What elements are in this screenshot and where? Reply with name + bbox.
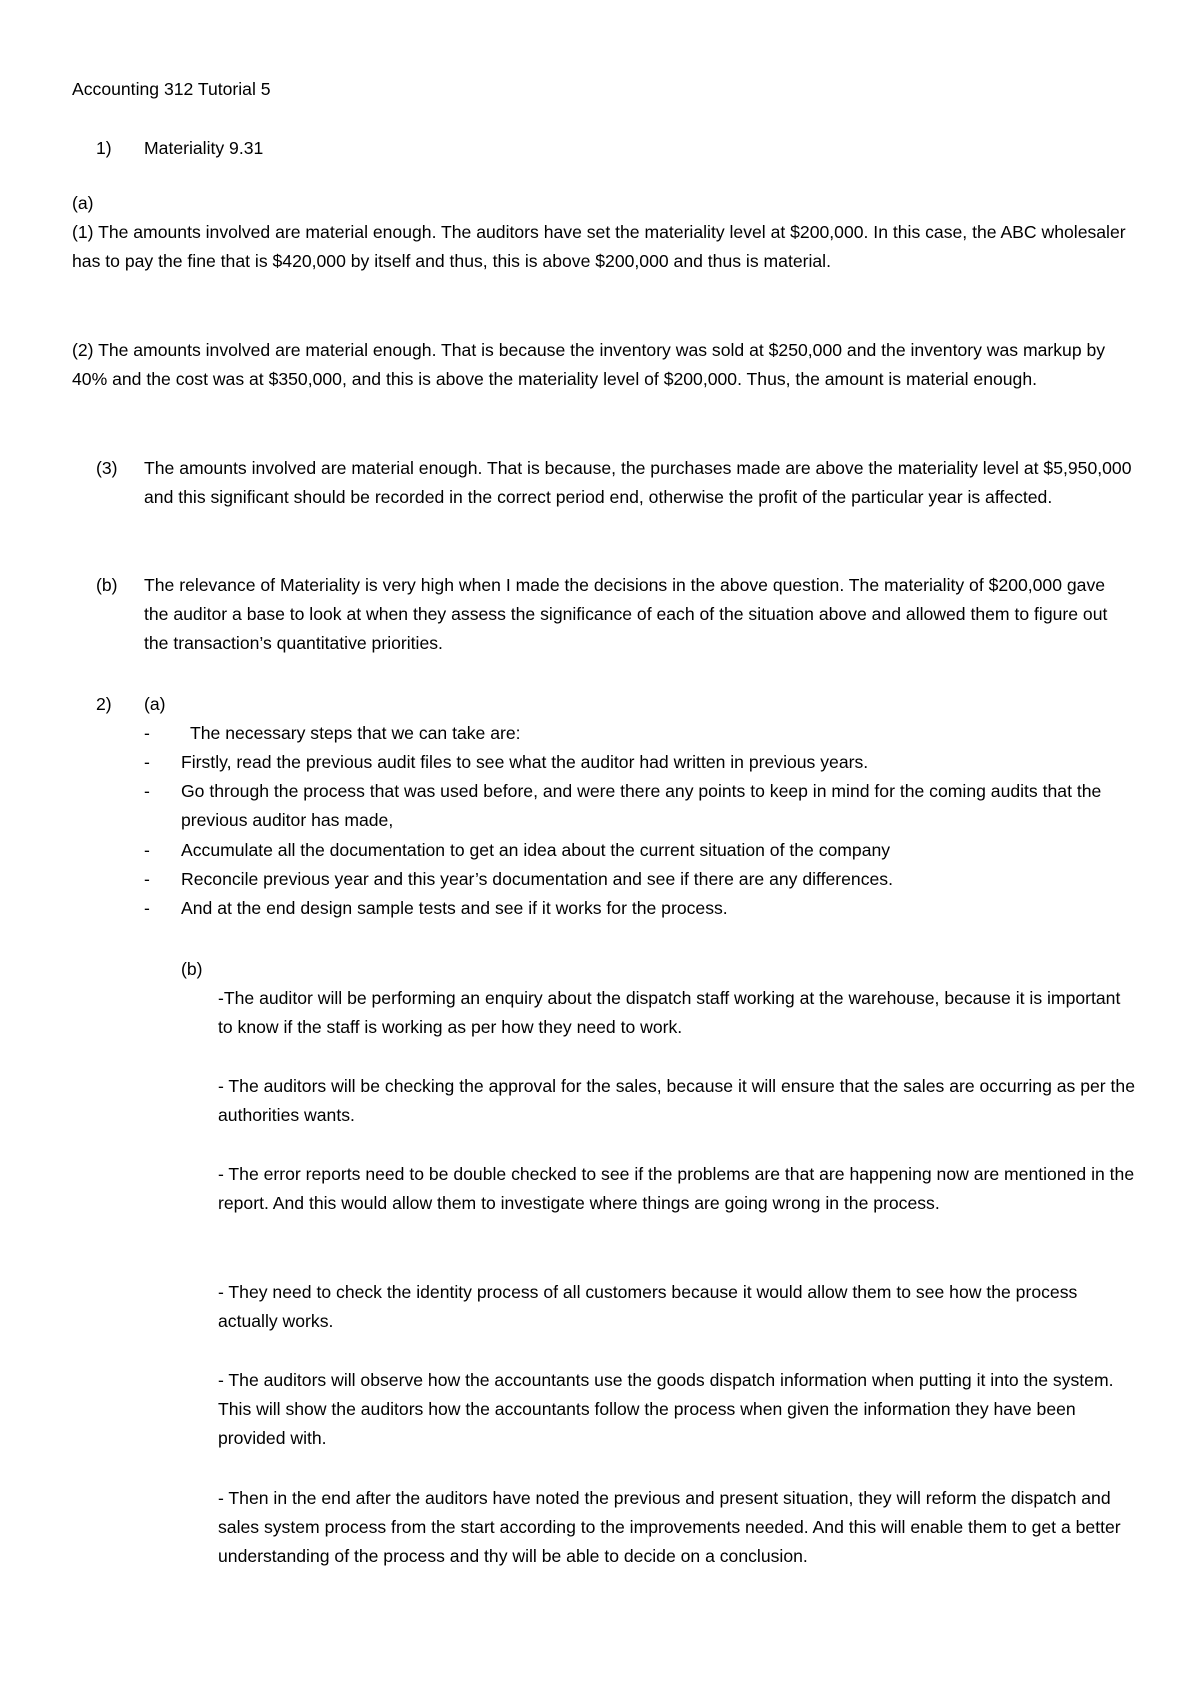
answer-1a-part-1: (1) The amounts involved are material enough. The auditors have set the materiality level at $200,000. In this case, the ABC wholesaler has to pay the fine that is $420,000 by itself and thus, this is above $200,000 and thus is material. — [72, 222, 1126, 271]
answer-2b-paragraph: - They need to check the identity process of all customers because it would allow them to see how the process actually works. — [218, 1282, 1078, 1331]
list-item: Accumulate all the documentation to get an idea about the current situation of the company — [181, 840, 891, 860]
answer-2b-paragraph: - The auditors will be checking the approval for the sales, because it will ensure that the sales are occurring as per the authorities wants. — [218, 1076, 1135, 1125]
list-bullet: - — [144, 840, 150, 860]
question-1-part-a-label: (a) — [72, 193, 94, 213]
list-item: Reconcile previous year and this year’s documentation and see if there are any differences. — [181, 869, 893, 889]
question-1-number: 1) — [96, 138, 112, 158]
answer-1a-part-2: (2) The amounts involved are material enough. That is because the inventory was sold at $250,000 and the inventory was markup by 40% and the cost was at $350,000, and this is above the materiality level of $200,000. Thus, the amount is material enough. — [72, 340, 1106, 389]
list-item: The necessary steps that we can take are: — [190, 723, 521, 743]
list-item: Go through the process that was used before, and were there any points to keep in mind for the coming audits that the previous auditor has made, — [181, 781, 1102, 830]
list-bullet: - — [144, 898, 150, 918]
question-2-part-b-label: (b) — [181, 959, 203, 979]
list-bullet: - — [144, 781, 150, 801]
answer-1b: The relevance of Materiality is very high when I made the decisions in the above question. The materiality of $200,000 gave the auditor a base to look at when they assess the significance of each of the situation above and allowed them to figure out the transaction’s quantitative priorities. — [144, 575, 1108, 653]
list-item: Firstly, read the previous audit files to see what the auditor had written in previous years. — [181, 752, 869, 772]
answer-2b-paragraph: -The auditor will be performing an enquiry about the dispatch staff working at the warehouse, because it is important to know if the staff is working as per how they need to work. — [218, 988, 1121, 1037]
answer-1a-part-3: The amounts involved are material enough. That is because, the purchases made are above the materiality level at $5,950,000 and this significant should be recorded in the correct period end, otherwise the profit of the particular year is affected. — [144, 458, 1132, 507]
answer-2b-paragraph: - The auditors will observe how the accountants use the goods dispatch information when putting it into the system. This will show the auditors how the accountants follow the process when given the information they have been provided with. — [218, 1370, 1114, 1448]
question-2-part-a-label: (a) — [144, 694, 166, 714]
answer-1a-part-3-number: (3) — [96, 458, 118, 478]
list-bullet: - — [144, 723, 150, 743]
answer-1b-label: (b) — [96, 575, 118, 595]
list-item: And at the end design sample tests and see if it works for the process. — [181, 898, 728, 918]
answer-2b-paragraph: - Then in the end after the auditors have noted the previous and present situation, they will reform the dispatch and sales system process from the start according to the improvements needed. And this will enable them to get a better understanding of the process and thy will be able to decide on a conclusion. — [218, 1488, 1121, 1566]
list-bullet: - — [144, 752, 150, 772]
question-2-number: 2) — [96, 694, 112, 714]
question-1-heading: Materiality 9.31 — [144, 138, 264, 158]
document-title: Accounting 312 Tutorial 5 — [72, 79, 271, 99]
list-bullet: - — [144, 869, 150, 889]
answer-2b-paragraph: - The error reports need to be double checked to see if the problems are that are happening now are mentioned in the report. And this would allow them to investigate where things are going wrong in the process. — [218, 1164, 1135, 1213]
